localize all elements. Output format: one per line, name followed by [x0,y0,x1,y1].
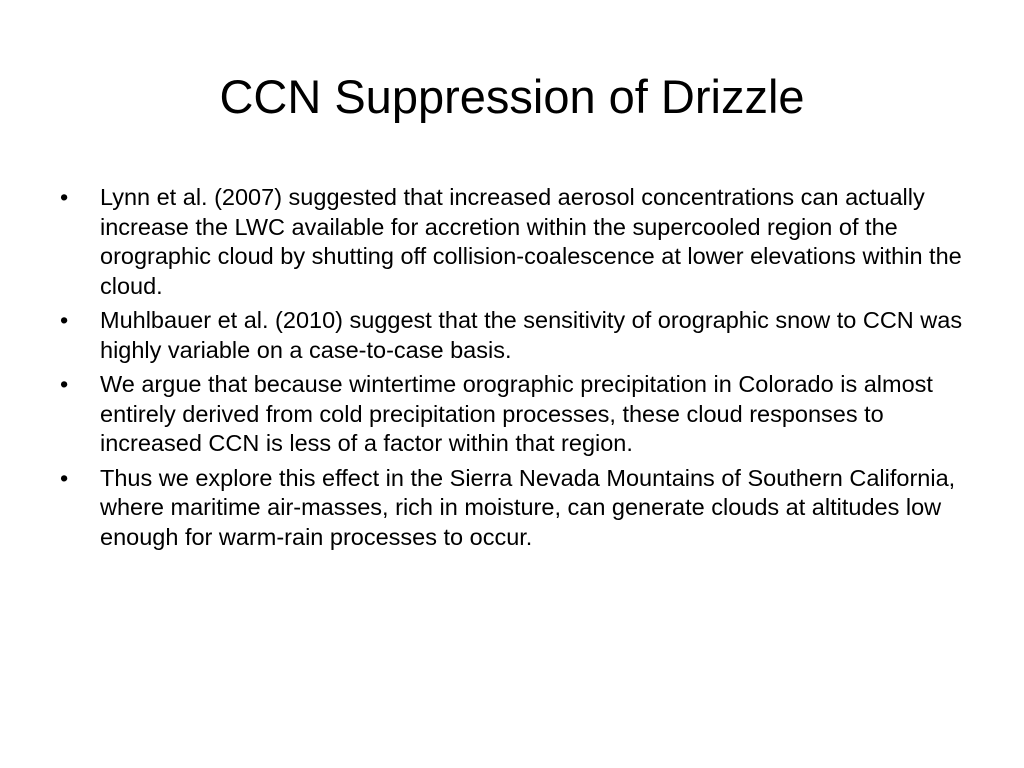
bullet-list [56,183,966,557]
bullet-marker: • [60,307,69,333]
bullet-item-sierra-nevada [56,464,966,553]
slide-title: CCN Suppression of Drizzle [219,70,805,123]
bullet-marker: • [60,464,69,491]
bullet-text: Thus we explore this effect in the Sierra Nevada Mountains of Southern California, where maritime air-masses, rich in moisture, can generate clouds at altitudes low enough for warm-rain processes to occur. [100,464,956,550]
bullet-text: Lynn et al. (2007) suggested that increased aerosol concentrations can actually increase the LWC available for accretion within the supercooled region of the orographic cloud by shutting off collision-coalescence at lower elevations within the cloud. [100,184,962,299]
bullet-text: We argue that because wintertime orographic precipitation in Colorado is almost entirely derived from cold precipitation processes, these cloud responses to increased CCN is less of a factor within that region. [100,371,933,456]
bullet-marker: • [60,184,69,210]
bullet-marker: • [60,371,69,397]
bullet-item-muhlbauer [56,306,966,365]
bullet-text: Muhlbauer et al. (2010) suggest that the sensitivity of orographic snow to CCN was highly variable on a case-to-case basis. [100,307,963,363]
bullet-item-lynn [56,183,966,301]
bullet-item-colorado [56,370,966,459]
